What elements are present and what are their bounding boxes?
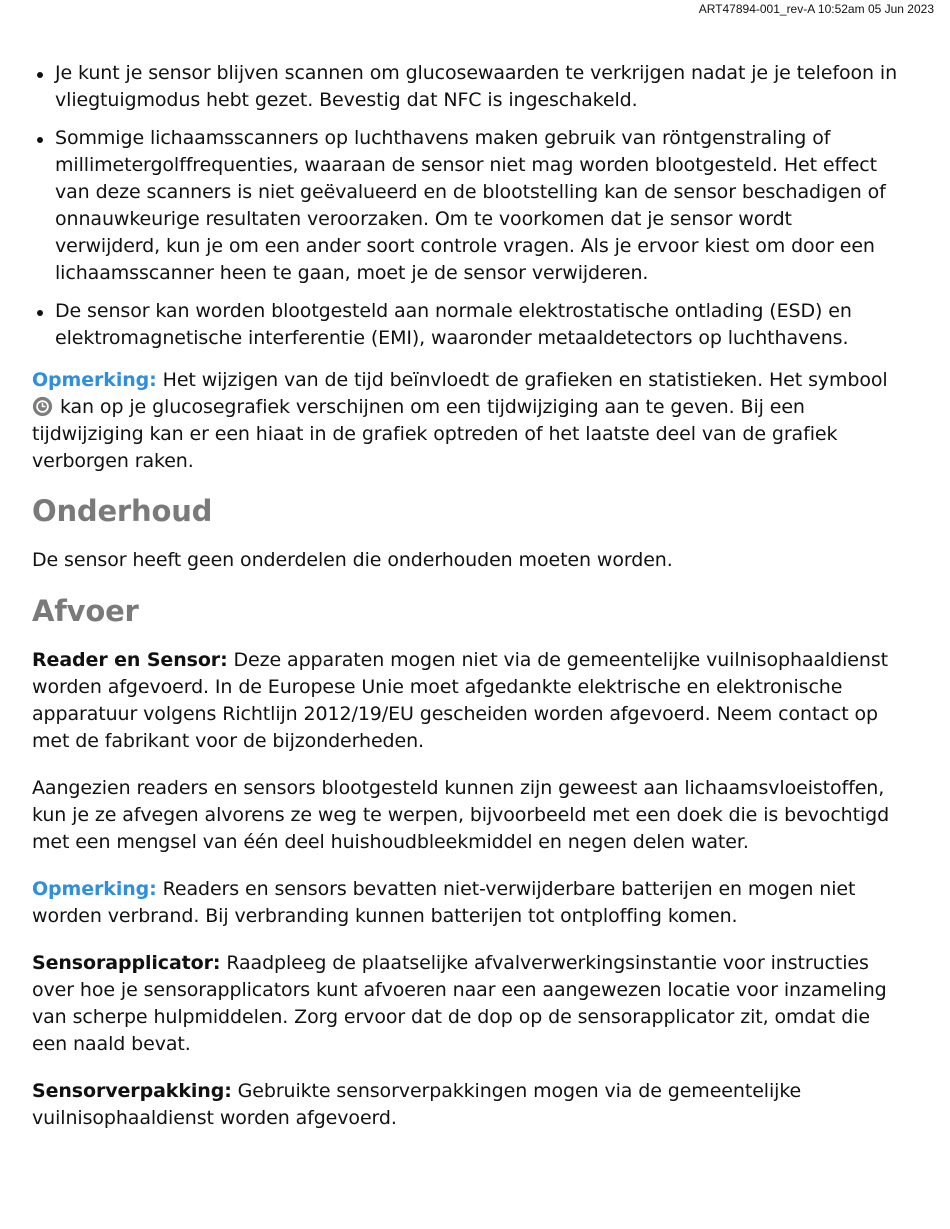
applicator-paragraph <box>32 950 902 1058</box>
note-text-part2: kan op je glucosegrafiek verschijnen om een tijdwijziging aan te geven. Bij een tijdwijziging kan er een hiaat in de grafiek optreden of het laatste deel van de grafiek verborgen raken. <box>32 396 838 472</box>
clock-icon <box>32 396 53 417</box>
packaging-text: Gebruikte sensorverpakkingen mogen via de gemeentelijke vuilnisophaaldienst worden afgevoerd. <box>32 1080 802 1129</box>
battery-note-text: Readers en sensors bevatten niet-verwijderbare batterijen en mogen niet worden verbrand. Bij verbranding kunnen batterijen tot ontploffing komen. <box>32 878 856 927</box>
page-content <box>32 60 902 1132</box>
applicator-text: Raadpleeg de plaatselijke afvalverwerkingsinstantie voor instructies over hoe je sensorapplicators kunt afvoeren naar een aangewezen locatie voor inzameling van scherpe hulpmiddelen. Zorg ervoor dat de dop op de sensorapplicator zit, omdat die een naald bevat. <box>32 952 887 1055</box>
note-label: Opmerking: <box>32 369 157 391</box>
reader-sensor-paragraph <box>32 647 902 755</box>
document-id: ART47894-001_rev-A 10:52am 05 Jun 2023 <box>698 2 934 16</box>
battery-note-label: Opmerking: <box>32 878 157 900</box>
battery-note <box>32 876 902 930</box>
time-change-note <box>32 367 902 475</box>
maintenance-heading: Onderhoud <box>32 494 213 528</box>
packaging-paragraph <box>32 1078 902 1132</box>
bullet-item-body-scanners: Sommige lichaamsscanners op luchthavens maken gebruik van röntgenstraling of millimetergolffrequenties, waaraan de sensor niet mag worden blootgesteld. Het effect van deze scanners is niet geëvalueerd en de blootstelling kan de sensor beschadigen of onnauwkeurige resultaten veroorzaken. Om te voorkomen dat je sensor wordt verwijderd, kun je om een ander soort controle vragen. Als je ervoor kiest om door een lichaamsscanner heen te gaan, moet je de sensor verwijderen. <box>55 125 902 287</box>
disposal-heading: Afvoer <box>32 594 139 628</box>
bullet-list <box>32 60 902 352</box>
cleaning-paragraph: Aangezien readers en sensors blootgesteld kunnen zijn geweest aan lichaamsvloeistoffen, kun je ze afvegen alvorens ze weg te werpen, bijvoorbeeld met een doek die is bevochtigd met een mengsel van één deel huishoudbleekmiddel en negen delen water. <box>32 777 890 853</box>
bullet-item-airplane-mode: Je kunt je sensor blijven scannen om glucosewaarden te verkrijgen nadat je je telefoon in vliegtuigmodus hebt gezet. Bevestig dat NFC is ingeschakeld. <box>55 60 902 114</box>
packaging-label: Sensorverpakking: <box>32 1080 232 1102</box>
reader-sensor-label: Reader en Sensor: <box>32 649 228 671</box>
applicator-label: Sensorapplicator: <box>32 952 221 974</box>
bullet-item-esd-emi: De sensor kan worden blootgesteld aan normale elektrostatische ontlading (ESD) en elektromagnetische interferentie (EMI), waaronder metaaldetectors op luchthavens. <box>55 298 902 352</box>
maintenance-text: De sensor heeft geen onderdelen die onderhouden moeten worden. <box>32 549 673 571</box>
note-text-part1: Het wijzigen van de tijd beïnvloedt de grafieken en statistieken. Het symbool <box>156 369 888 391</box>
reader-sensor-text: Deze apparaten mogen niet via de gemeentelijke vuilnisophaaldienst worden afgevoerd. In de Europese Unie moet afgedankte elektrische en elektronische apparatuur volgens Richtlijn 2012/19/EU gescheiden worden afgevoerd. Neem contact op met de fabrikant voor de bijzonderheden. <box>32 649 888 752</box>
